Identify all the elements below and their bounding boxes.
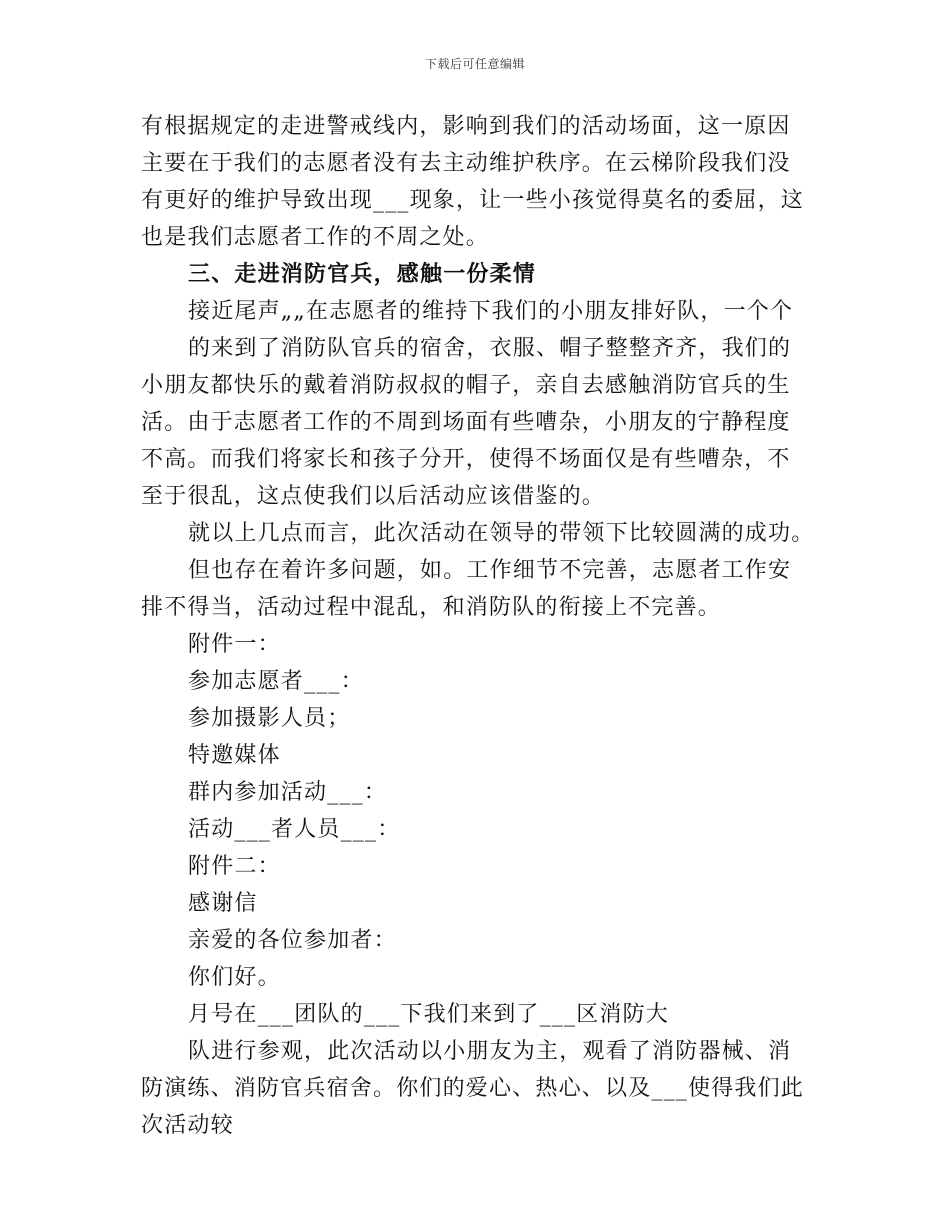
attachment-one-title: 附件一： [188,632,281,657]
letter-body-paragraph: 队进行参观，此次活动以小朋友为主，观看了消防器械、消防演练、消防官兵宿舍。你们的爱心、热心、以及___使得我们此次活动较 [141,1039,805,1138]
letter-body-line: 月号在___团队的___下我们来到了___区消防大 [188,1002,670,1027]
attachment-one-media: 特邀媒体 [188,743,281,768]
attachment-two-title: 附件二： [188,854,281,879]
letter-salutation: 亲爱的各位参加者： [188,928,397,953]
paragraph-ending-line: 接近尾声„„在志愿者的维持下我们的小朋友排好队，一个个 [188,299,794,324]
attachment-one-volunteers: 参加志愿者___： [188,669,364,694]
page-header: 下载后可任意编辑 [424,57,525,71]
section-heading-3: 三、走进消防官兵，感触一份柔情 [188,261,537,287]
attachment-one-staff: 活动___者人员___： [188,817,401,842]
paragraph-volunteer-order: 有根据规定的走进警戒线内，影响到我们的活动场面，这一原因主要在于我们的志愿者没有去主动维护秩序。在云梯阶段我们没有更好的维护导致出现___现象，让一些小孩觉得莫名的委屈，这也是我们志愿者工作的不周之处。 [141,114,805,250]
paragraph-summary: 就以上几点而言，此次活动在领导的带领下比较圆满的成功。 [188,521,815,546]
attachment-one-photographers: 参加摄影人员； [188,706,351,731]
paragraph-dormitory-visit: 的来到了消防队官兵的宿舍，衣服、帽子整整齐齐，我们的小朋友都快乐的戴着消防叔叔的帽子，亲自去感触消防官兵的生活。由于志愿者工作的不周到场面有些嘈杂，小朋友的宁静程度不高。而我们将家长和孩子分开，使得不场面仅是有些嘈杂，不至于很乱，这点使我们以后活动应该借鉴的。 [141,336,792,509]
document-body [141,108,813,1144]
thank-you-letter-title: 感谢信 [188,891,258,916]
paragraph-problems: 但也存在着许多问题，如。工作细节不完善，志愿者工作安排不得当，活动过程中混乱，和消防队的衔接上不完善。 [141,558,792,620]
attachment-one-group: 群内参加活动___： [188,780,388,805]
letter-greeting: 你们好。 [188,965,281,990]
